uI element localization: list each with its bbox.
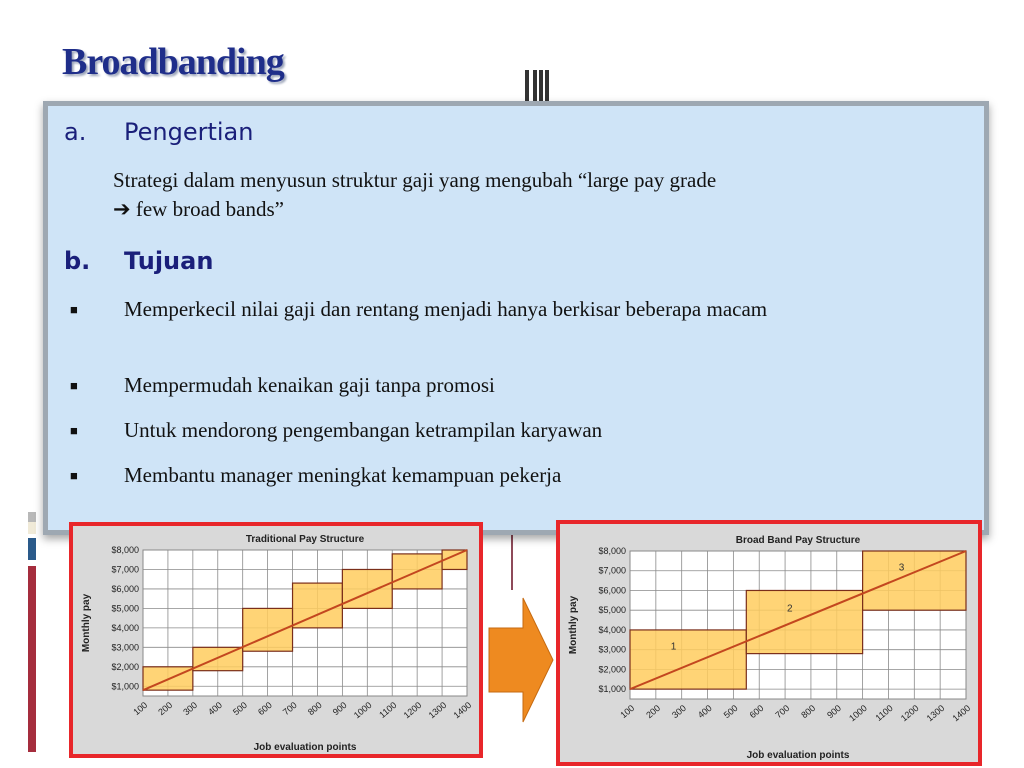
right-arrow-icon [487, 596, 557, 726]
left-decorative-strip [28, 512, 36, 522]
x-tick-label: 800 [799, 702, 818, 721]
x-tick-label: 900 [825, 702, 844, 721]
x-tick-label: 400 [206, 699, 225, 718]
right-arrow-icon: ➔ [113, 197, 131, 221]
list-item [70, 461, 950, 490]
definition-line-1: Strategi dalam menyusun struktur gaji yang mengubah “large pay grade [113, 168, 717, 192]
y-tick-label: $7,000 [598, 565, 626, 576]
pay-band [630, 630, 746, 689]
x-tick-label: 300 [181, 699, 200, 718]
x-axis-label: Job evaluation points [253, 742, 357, 753]
strip-segment [28, 566, 36, 752]
y-tick-label: $4,000 [598, 624, 626, 635]
section-a-number: a. [64, 118, 87, 146]
x-axis-label: Job evaluation points [746, 750, 850, 761]
broadband-pay-chart [560, 524, 978, 762]
y-tick-label: $3,000 [111, 642, 139, 653]
y-tick-label: $6,000 [598, 585, 626, 596]
x-tick-label: 500 [721, 702, 740, 721]
section-a-title: Pengertian [124, 118, 254, 146]
broadband-chart-frame [556, 520, 982, 766]
x-tick-label: 900 [330, 699, 349, 718]
section-a-heading [64, 118, 364, 148]
chart-title: Broad Band Pay Structure [735, 535, 861, 546]
strip-segment [28, 538, 36, 560]
y-tick-label: $8,000 [111, 545, 139, 555]
x-tick-label: 100 [131, 699, 150, 718]
y-tick-label: $5,000 [111, 603, 139, 614]
traditional-pay-chart [73, 526, 479, 754]
x-tick-label: 800 [305, 699, 324, 718]
x-tick-label: 1000 [847, 702, 869, 724]
pay-band [863, 551, 966, 610]
band-label: 1 [670, 641, 677, 653]
content-box [43, 101, 989, 535]
list-item [70, 371, 950, 400]
bullet-text: Untuk mendorong pengembangan ketrampilan karyawan [124, 418, 603, 442]
slide-title: Broadbanding [62, 41, 284, 83]
bullet-icon: ■ [70, 468, 78, 483]
pay-band [342, 569, 392, 608]
bullet-text: Mempermudah kenaikan gaji tanpa promosi [124, 373, 495, 397]
x-tick-label: 200 [156, 699, 175, 718]
x-tick-label: 1400 [451, 699, 474, 721]
y-tick-label: $2,000 [111, 661, 139, 672]
bullet-icon: ■ [70, 378, 78, 393]
y-tick-label: $7,000 [111, 564, 139, 575]
y-tick-label: $5,000 [598, 605, 626, 616]
y-tick-label: $4,000 [111, 622, 139, 633]
x-tick-label: 600 [747, 702, 766, 721]
x-tick-label: 700 [773, 702, 792, 721]
definition-line-2: few broad bands” [135, 197, 284, 221]
x-tick-label: 200 [644, 702, 663, 721]
traditional-chart-frame [69, 522, 483, 758]
x-tick-label: 1300 [426, 699, 449, 721]
list-item [70, 416, 950, 445]
y-tick-label: $1,000 [111, 681, 139, 692]
section-b-heading [64, 247, 364, 277]
y-tick-label: $3,000 [598, 644, 626, 655]
x-tick-label: 300 [670, 702, 688, 721]
x-tick-label: 500 [231, 699, 249, 718]
x-tick-label: 400 [695, 702, 714, 721]
chart-title: Traditional Pay Structure [245, 534, 365, 545]
x-tick-label: 1400 [950, 702, 973, 724]
bullet-icon: ■ [70, 302, 78, 317]
x-tick-label: 700 [280, 699, 299, 718]
x-tick-label: 1100 [873, 702, 895, 723]
y-axis-label: Monthly pay [81, 593, 92, 653]
list-item [70, 295, 950, 353]
bullet-text: Memperkecil nilai gaji dan rentang menjadi hanya berkisar beberapa macam [124, 297, 768, 321]
x-tick-label: 600 [255, 699, 274, 718]
definition-text [113, 166, 973, 224]
section-b-title: Tujuan [124, 247, 214, 275]
x-tick-label: 1000 [351, 699, 374, 721]
y-tick-label: $6,000 [111, 583, 139, 594]
band-label: 2 [787, 603, 793, 615]
y-axis-label: Monthly pay [568, 595, 579, 655]
y-tick-label: $8,000 [598, 546, 626, 556]
x-tick-label: 1200 [898, 702, 921, 724]
x-tick-label: 1200 [401, 699, 424, 721]
x-tick-label: 100 [618, 702, 637, 721]
strip-segment [28, 522, 36, 534]
x-tick-label: 1300 [924, 702, 947, 724]
bullet-text: Membantu manager meningkat kemampuan pekerja [124, 463, 562, 487]
bullet-icon: ■ [70, 423, 78, 438]
y-tick-label: $2,000 [598, 664, 626, 675]
y-tick-label: $1,000 [598, 684, 626, 695]
x-tick-label: 1100 [377, 699, 399, 720]
band-label: 3 [898, 562, 905, 574]
section-b-number: b. [64, 247, 91, 275]
